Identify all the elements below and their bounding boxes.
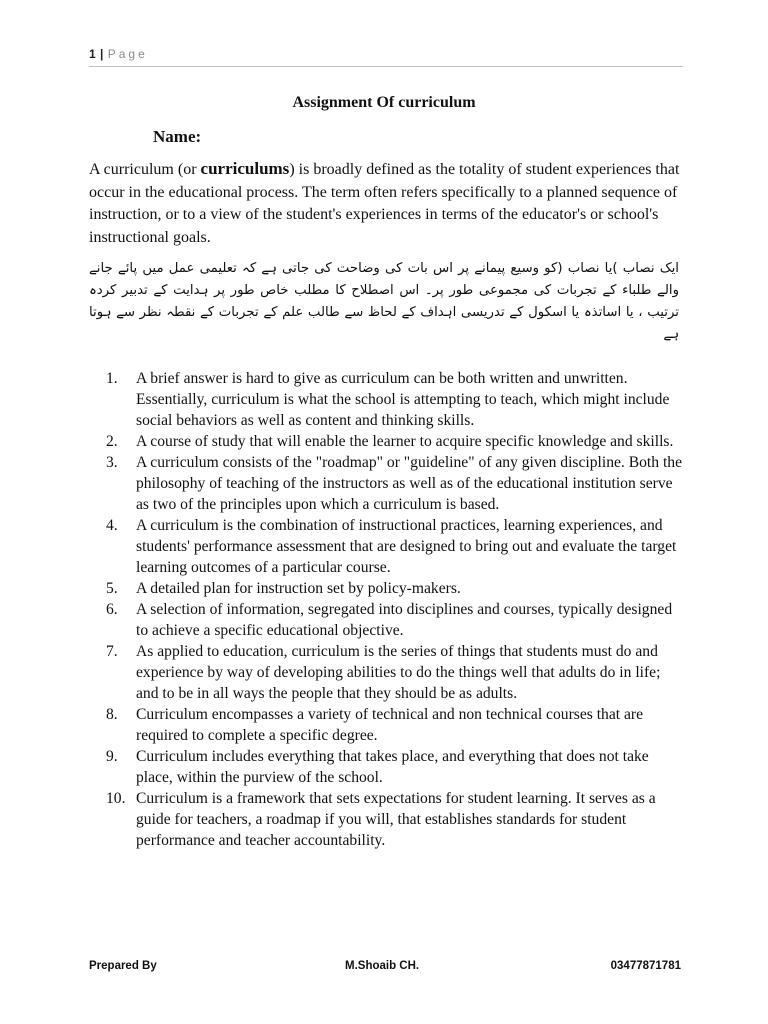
list-item [106, 431, 686, 452]
name-label: Name: [153, 127, 202, 146]
list-item-number: 7. [106, 643, 118, 660]
definitions-list [106, 368, 686, 851]
list-item-number: 9. [106, 748, 118, 765]
list-item-number: 8. [106, 706, 118, 723]
list-item-number: 4. [106, 517, 118, 534]
list-item-text: A selection of information, segregated into disciplines and courses, typically designed to achieve a specific educational objective. [136, 601, 673, 639]
list-item [106, 578, 686, 599]
list-item-text: A course of study that will enable the learner to acquire specific knowledge and skills. [136, 433, 674, 450]
list-item [106, 788, 686, 851]
list-item-text: Curriculum encompasses a variety of technical and non technical courses that are required to complete a specific degree. [136, 706, 644, 744]
list-item-number: 5. [106, 580, 118, 597]
list-item-text: As applied to education, curriculum is the series of things that students must do and experience by way of developing abilities to do the things well that adults do in life; and to be in all ways the people that they should be as adults. [136, 643, 661, 702]
list-item [106, 599, 686, 641]
list-item [106, 746, 686, 788]
list-item [106, 452, 686, 515]
urdu-paragraph: ایک نصاب )یا نصاب (کو وسیع پیمانے پر اس بات کی وضاحت کی جاتی ہے کہ تعلیمی عمل میں پائے جانے والے طلباء کے تجربات کی مجموعی طور پر۔ اس اصطلاح کا مطلب خاص طور پر ہدایت کے تدبیر کردہ ترتیب ، یا اساتذہ یا اسکول کے تدریسی اہداف کے لحاظ سے طالب علم کے تجربات کے نقطہ نظر سے ہوتا ہے [89, 261, 679, 342]
page-footer [89, 960, 681, 978]
list-item [106, 641, 686, 704]
list-item [106, 368, 686, 431]
page-header [89, 47, 683, 67]
list-item-number: 10. [106, 790, 126, 807]
list-item-text: A curriculum consists of the "roadmap" or "guideline" of any given discipline. Both the philosophy of teaching of the instructors as well as of the educational institution serve as two of the principles upon which a curriculum is based. [136, 454, 683, 513]
page-word: Page [107, 47, 148, 61]
list-item-number: 1. [106, 370, 118, 387]
intro-after: ) is broadly defined as the totality of student experiences that occur in the educational process. The term often refers specifically to a planned sequence of instruction, or to a view of the student's experiences in terms of the educator's or school's instructional goals. [89, 161, 680, 246]
list-item-text: A curriculum is the combination of instructional practices, learning experiences, and students' performance assessment that are designed to bring out and evaluate the target learning outcomes of a particular course. [136, 517, 677, 576]
list-item-text: Curriculum is a framework that sets expectations for student learning. It serves as a guide for teachers, a roadmap if you will, that establishes standards for student performance and teacher accountability. [136, 790, 656, 849]
phone-number: 03477871781 [610, 960, 681, 972]
list-item-number: 3. [106, 454, 118, 471]
document-title: Assignment Of curriculum [292, 94, 476, 111]
list-item [106, 515, 686, 578]
list-item-number: 2. [106, 433, 118, 450]
list-item-text: A brief answer is hard to give as curriculum can be both written and unwritten. Essentially, curriculum is what the school is attempting to teach, which might include social behaviors as well as content and thinking skills. [136, 370, 670, 429]
page-separator: | [100, 47, 104, 61]
author-name: M.Shoaib CH. [345, 960, 420, 972]
intro-before: A curriculum (or [89, 161, 201, 178]
list-item-number: 6. [106, 601, 118, 618]
list-item-text: Curriculum includes everything that takes place, and everything that does not take place, within the purview of the school. [136, 748, 649, 786]
list-item-text: A detailed plan for instruction set by policy-makers. [136, 580, 461, 597]
page-number: 1 [89, 47, 96, 61]
list-item [106, 704, 686, 746]
prepared-by-label: Prepared By [89, 960, 157, 972]
intro-paragraph [89, 158, 689, 249]
intro-emphasis: curriculums [200, 159, 290, 178]
